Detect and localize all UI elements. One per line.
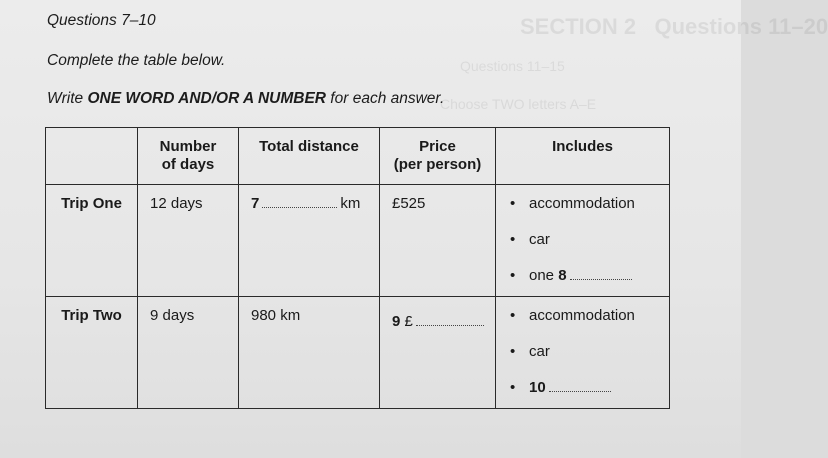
trip-two-includes-list — [496, 307, 669, 397]
show-through-text: SECTION 2 Questions 11–20 — [520, 14, 828, 39]
table-row-trip-two — [46, 297, 670, 409]
trip-two-days: 9 days — [138, 297, 239, 409]
trip-one-price: £525 — [380, 185, 496, 297]
trip-one-includes-list — [496, 195, 669, 285]
trip-one-distance — [239, 185, 380, 297]
question-9-number: 9 — [392, 313, 401, 330]
list-item: • accommodation — [510, 307, 669, 325]
trip-one-days: 12 days — [138, 185, 239, 297]
header-total-distance: Total distance — [239, 128, 380, 185]
answer-blank-9[interactable] — [416, 313, 484, 326]
list-item: • car — [510, 231, 669, 249]
header-number-of-days: Number of days — [138, 128, 239, 185]
list-item: • car — [510, 343, 669, 361]
show-through-text: Choose TWO letters A–E — [440, 96, 597, 112]
table-header-row — [46, 128, 670, 185]
list-item: • accommodation — [510, 195, 669, 213]
answer-blank-7[interactable] — [262, 195, 337, 208]
question-7-number: 7 — [251, 195, 260, 212]
answer-blank-10[interactable] — [549, 379, 611, 392]
trip-two-distance: 980 km — [239, 297, 380, 409]
table-row-trip-one — [46, 185, 670, 297]
trip-one-includes — [496, 185, 670, 297]
instruction-word-limit: Write ONE WORD AND/OR A NUMBER for each answer. — [47, 90, 445, 107]
list-item — [510, 379, 669, 397]
question-10-number: 10 — [529, 379, 546, 396]
list-item: • one 8 — [510, 267, 669, 285]
trip-two-price — [380, 297, 496, 409]
header-price: Price (per person) — [380, 128, 496, 185]
trip-two-includes — [496, 297, 670, 409]
question-8-number: 8 — [558, 267, 567, 284]
questions-title: Questions 7–10 — [47, 12, 156, 29]
instruction-complete: Complete the table below. — [47, 52, 226, 69]
currency-symbol: £ — [404, 313, 413, 330]
header-trip — [46, 128, 138, 185]
show-through-text: Questions 11–15 — [460, 58, 565, 74]
answer-blank-8[interactable] — [570, 267, 632, 280]
distance-unit: km — [340, 195, 361, 212]
trip-two-name: Trip Two — [46, 297, 138, 409]
trip-one-name: Trip One — [46, 185, 138, 297]
trip-table — [45, 127, 670, 409]
header-includes: Includes — [496, 128, 670, 185]
